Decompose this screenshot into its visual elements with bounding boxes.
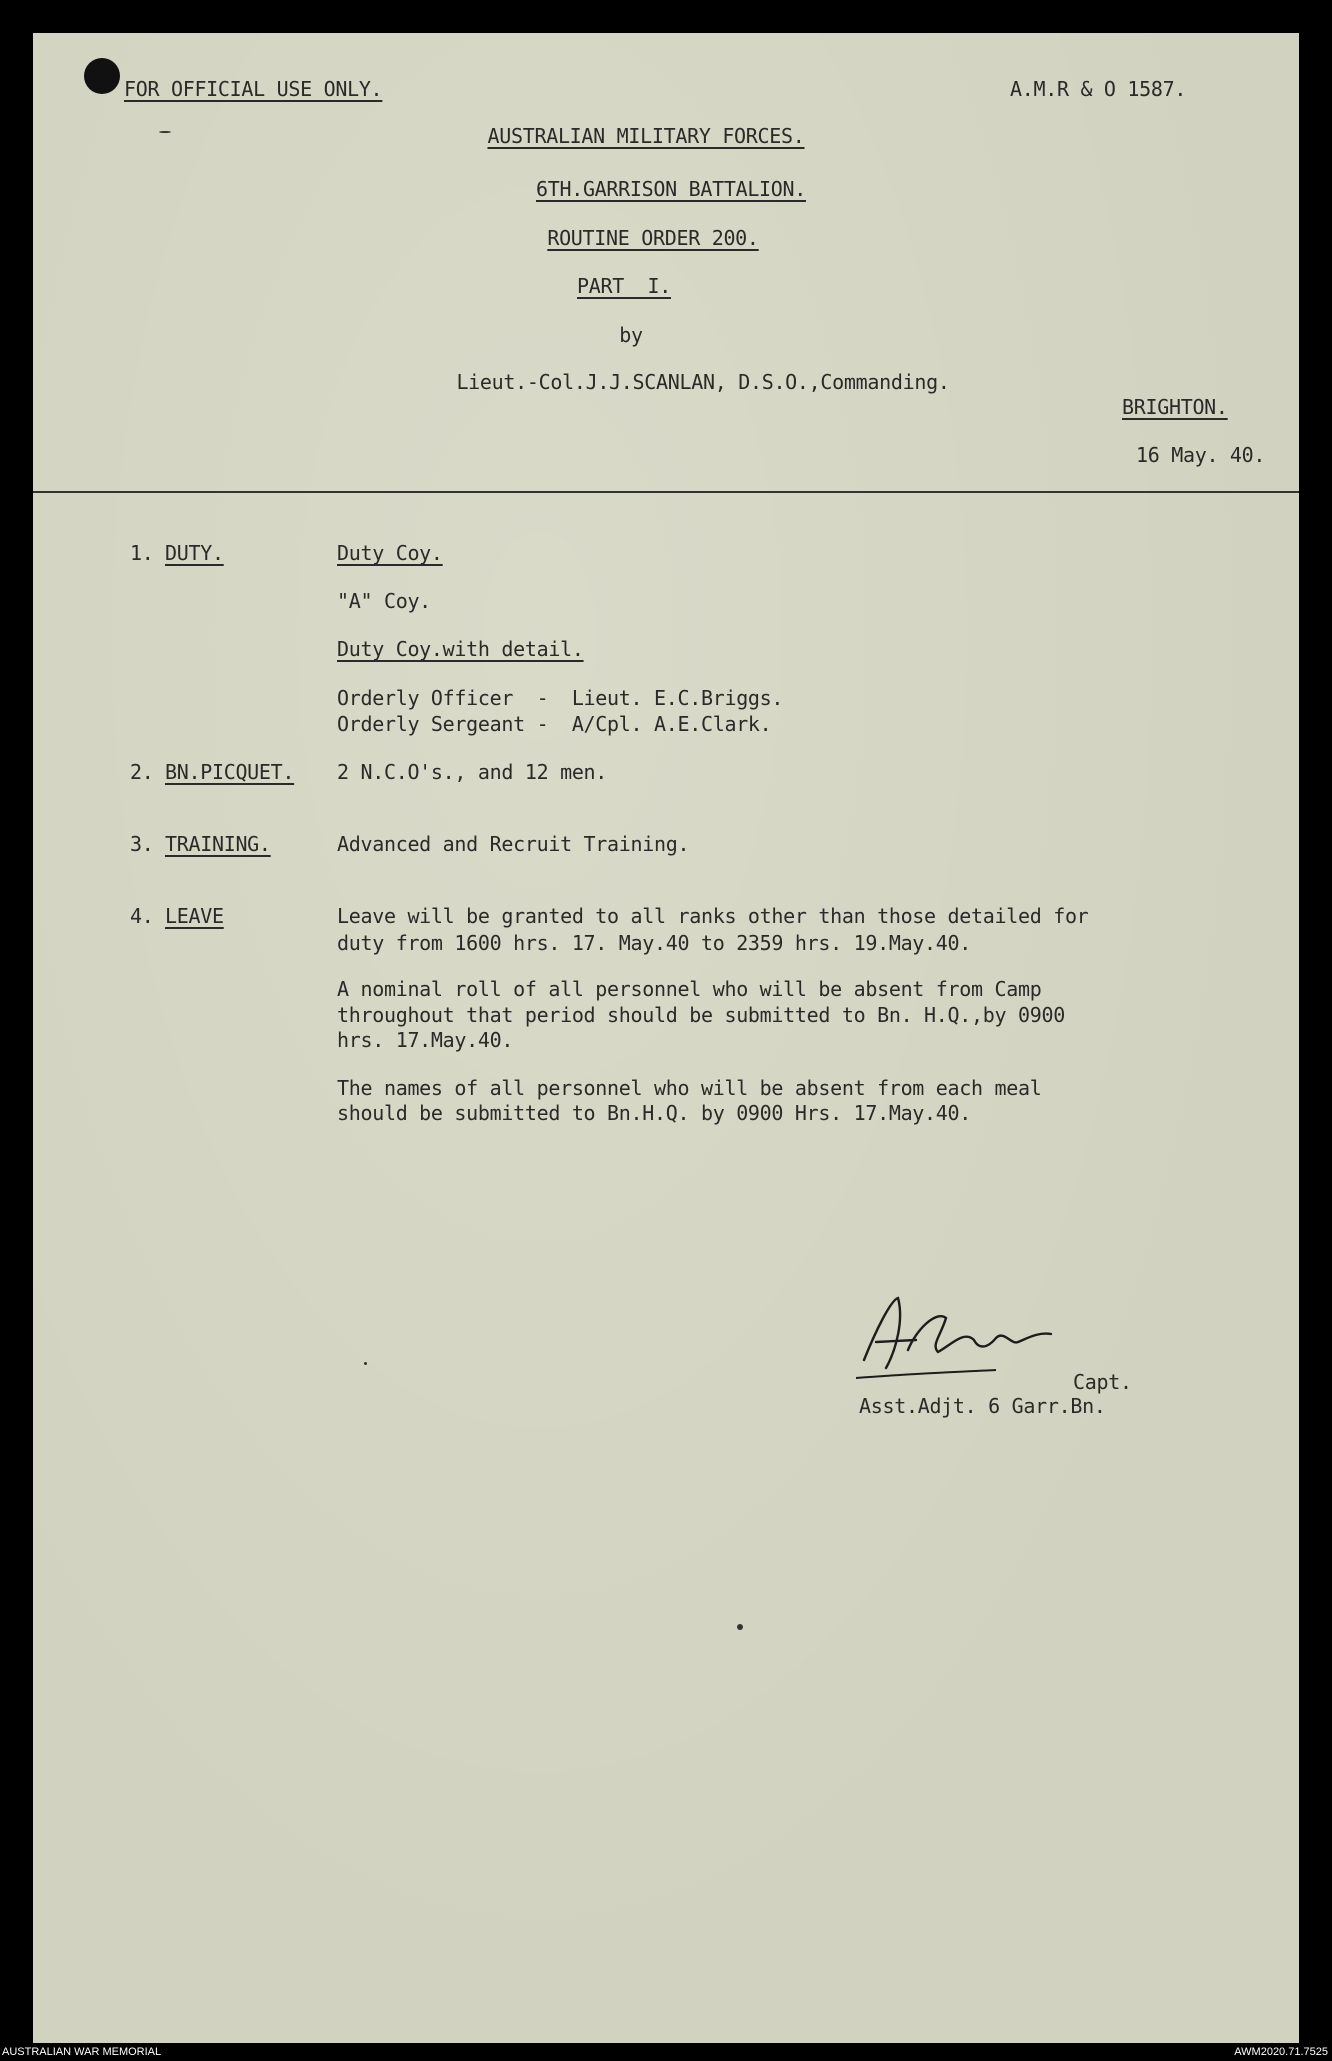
commander-line: Lieut.-Col.J.J.SCANLAN, D.S.O.,Commanding. — [456, 370, 950, 394]
leave-paragraph-line: Leave will be granted to all ranks other than those detailed for — [337, 904, 1089, 928]
item-heading-training: TRAINING. — [165, 832, 271, 856]
punch-hole — [84, 58, 120, 94]
item-number: 4. — [130, 904, 154, 928]
document-page — [33, 33, 1299, 2043]
order-heading: ROUTINE ORDER 200. — [547, 226, 759, 250]
picquet-text: 2 N.C.O's., and 12 men. — [337, 760, 608, 784]
leave-paragraph-line: duty from 1600 hrs. 17. May.40 to 2359 hrs. 19.May.40. — [337, 931, 972, 955]
orderly-sergeant-line: Orderly Sergeant - A/Cpl. A.E.Clark. — [337, 712, 772, 736]
item-heading-duty: DUTY. — [165, 541, 224, 565]
header-divider — [33, 491, 1299, 493]
item-number: 1. — [130, 541, 154, 565]
duty-line: Duty Coy. — [337, 541, 443, 565]
battalion-heading: 6TH.GARRISON BATTALION. — [535, 177, 807, 201]
leave-paragraph-line: The names of all personnel who will be absent from each meal — [337, 1076, 1042, 1100]
signatory-rank: Capt. — [1073, 1370, 1132, 1394]
leave-paragraph-line: throughout that period should be submitted to Bn. H.Q.,by 0900 — [337, 1003, 1065, 1027]
training-text: Advanced and Recruit Training. — [337, 832, 690, 856]
classification-label: FOR OFFICIAL USE ONLY. — [124, 77, 383, 101]
paper-speck — [364, 1362, 367, 1365]
leave-paragraph-line: hrs. 17.May.40. — [337, 1028, 514, 1052]
place-label: BRIGHTON. — [1122, 395, 1228, 419]
org-heading: AUSTRALIAN MILITARY FORCES. — [487, 124, 805, 148]
item-heading-leave: LEAVE — [165, 904, 224, 928]
item-number: 3. — [130, 832, 154, 856]
leave-paragraph-line: A nominal roll of all personnel who will be absent from Camp — [337, 977, 1042, 1001]
item-number: 2. — [130, 760, 154, 784]
footer-accession: AWM2020.71.7525 — [1234, 2046, 1328, 2058]
date-label: 16 May. 40. — [1136, 443, 1266, 467]
signatory-appointment: Asst.Adjt. 6 Garr.Bn. — [859, 1394, 1106, 1418]
by-line: by — [619, 323, 643, 347]
paper-speck — [737, 1624, 743, 1630]
duty-line: Duty Coy.with detail. — [337, 637, 584, 661]
reference-number: A.M.R & O 1587. — [1010, 77, 1187, 101]
leave-paragraph-line: should be submitted to Bn.H.Q. by 0900 Hrs. 17.May.40. — [337, 1101, 972, 1125]
paper-speck — [159, 131, 171, 133]
handwritten-signature — [846, 1290, 1096, 1390]
item-heading-picquet: BN.PICQUET. — [165, 760, 295, 784]
duty-line: "A" Coy. — [337, 589, 431, 613]
footer-institution: AUSTRALIAN WAR MEMORIAL — [2, 2046, 162, 2058]
orderly-officer-line: Orderly Officer - Lieut. E.C.Briggs. — [337, 686, 784, 710]
part-heading: PART I. — [577, 274, 671, 298]
